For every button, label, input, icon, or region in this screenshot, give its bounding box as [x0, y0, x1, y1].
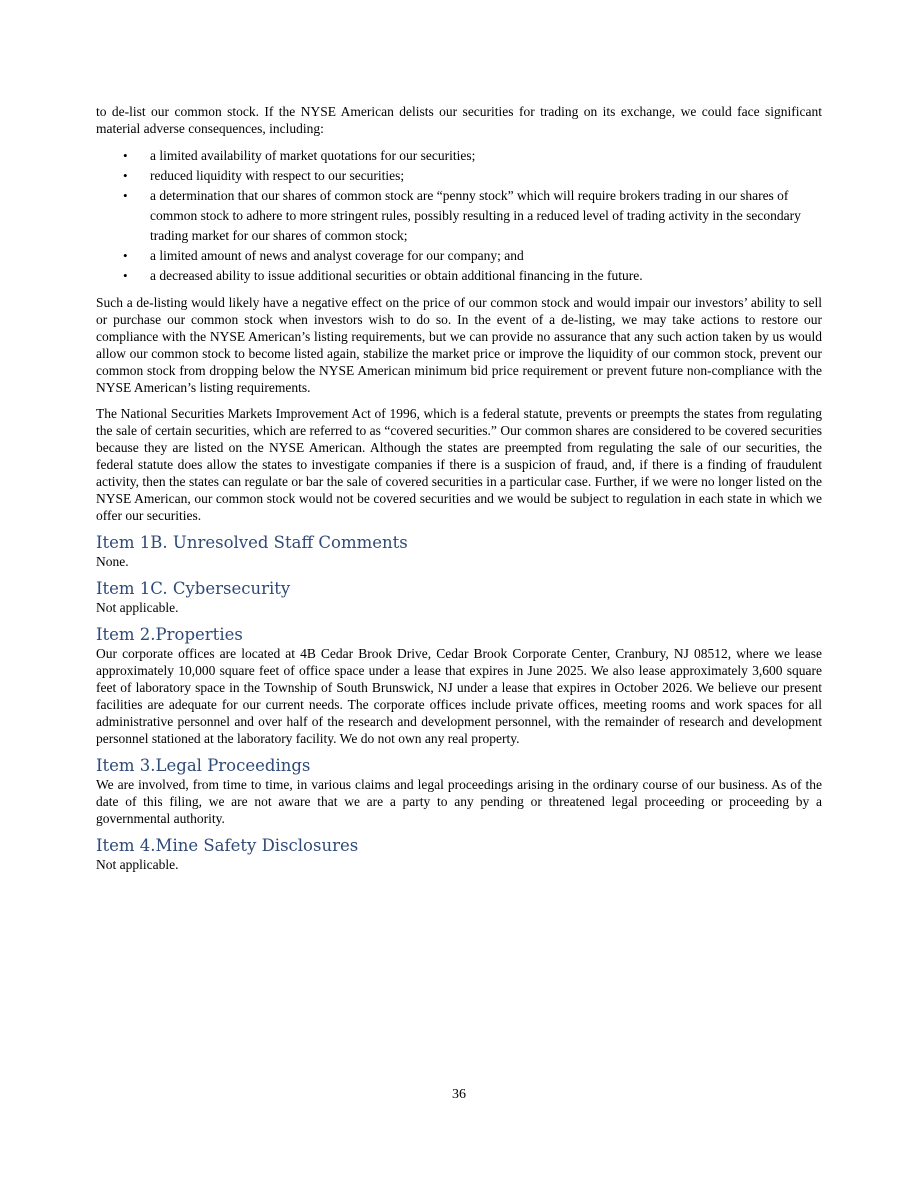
section-body-item-1b: None.	[96, 554, 129, 569]
list-item-text: a limited amount of news and analyst coverage for our company; and	[150, 248, 524, 263]
section-heading-item-3: Item 3.Legal Proceedings	[96, 756, 311, 775]
list-item-text: a limited availability of market quotations for our securities;	[150, 148, 476, 163]
list-item-text: reduced liquidity with respect to our securities;	[150, 168, 405, 183]
page-number: 36	[452, 1087, 466, 1102]
list-item-text: a decreased ability to issue additional securities or obtain additional financing in the future.	[150, 268, 643, 283]
nsmia-paragraph: The National Securities Markets Improvement Act of 1996, which is a federal statute, prevents or preempts the states from regulating the sale of certain securities, which are referred to as “covered securities.” Our common shares are considered to be covered securities because they are listed on the NYSE American. Although the states are preempted from regulating the sale of our securities, the federal statute does allow the states to investigate companies if there is a suspicion of fraud, and, if there is a finding of fraudulent activity, then the states can regulate or bar the sale of covered securities in a particular case. Further, if we were no longer listed on the NYSE American, our common stock would not be covered securities and we would be subject to regulation in each state in which we offer our securities.	[96, 406, 822, 523]
bullet-icon: •	[123, 168, 128, 183]
bullet-icon: •	[123, 148, 128, 163]
section-item-2	[96, 625, 822, 747]
list-item	[96, 186, 822, 246]
section-body-item-1c: Not applicable.	[96, 600, 179, 615]
section-item-4	[96, 836, 822, 873]
section-item-1c	[96, 579, 822, 616]
delisting-effect-paragraph: Such a de-listing would likely have a negative effect on the price of our common stock and would impair our investors’ ability to sell or purchase our common stock when investors wish to do so. In the event of a de-listing, we may take actions to restore our compliance with the NYSE American’s listing requirements, but we can provide no assurance that any such action taken by us would allow our common stock to become listed again, stabilize the market price or improve the liquidity of our common stock, prevent our common stock from dropping below the NYSE American minimum bid price requirement or prevent future non-compliance with the NYSE American’s listing requirements.	[96, 295, 822, 395]
section-item-3	[96, 756, 822, 827]
bullet-icon: •	[123, 268, 128, 283]
section-heading-item-1c: Item 1C. Cybersecurity	[96, 579, 291, 598]
list-item	[96, 166, 822, 186]
section-body-item-4: Not applicable.	[96, 857, 179, 872]
section-heading-item-4: Item 4.Mine Safety Disclosures	[96, 836, 359, 855]
bullet-icon: •	[123, 188, 128, 203]
section-heading-item-2: Item 2.Properties	[96, 625, 243, 644]
section-item-1b	[96, 533, 822, 570]
list-item	[96, 146, 822, 166]
section-heading-item-1b: Item 1B. Unresolved Staff Comments	[96, 533, 408, 552]
section-body-item-3: We are involved, from time to time, in various claims and legal proceedings arising in the ordinary course of our business. As of the date of this filing, we are not aware that we are a party to any pending or threatened legal proceeding or proceeding by a governmental authority.	[96, 777, 822, 826]
list-item	[96, 246, 822, 266]
document-page	[96, 103, 822, 873]
intro-paragraph: to de-list our common stock. If the NYSE American delists our securities for trading on its exchange, we could face significant material adverse consequences, including:	[96, 104, 822, 136]
section-body-item-2: Our corporate offices are located at 4B Cedar Brook Drive, Cedar Brook Corporate Center, Cranbury, NJ 08512, where we lease approximately 10,000 square feet of office space under a lease that expires in June 2025. We also lease approximately 3,600 square feet of laboratory space in the Township of South Brunswick, NJ under a lease that expires in October 2026. We believe our present facilities are adequate for our current needs. The corporate offices include private offices, meeting rooms and work spaces for all administrative personnel and over half of the research and development personnel, with the remainder of research and development personnel stationed at the laboratory facility. We do not own any real property.	[96, 646, 822, 746]
list-item-text: a determination that our shares of common stock are “penny stock” which will require brokers trading in our shares of common stock to adhere to more stringent rules, possibly resulting in a reduced level of trading activity in the secondary trading market for our shares of common stock;	[150, 188, 801, 243]
consequences-list	[96, 146, 822, 286]
bullet-icon: •	[123, 248, 128, 263]
list-item	[96, 266, 822, 286]
